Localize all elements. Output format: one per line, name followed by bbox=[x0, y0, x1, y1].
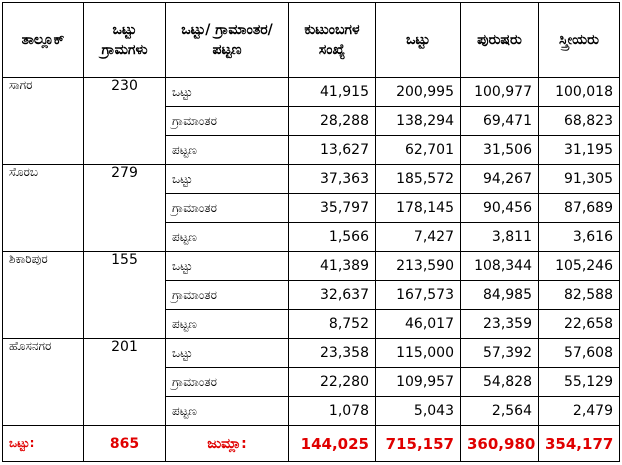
male-cell: 90,456 bbox=[461, 194, 539, 223]
area-type: ಒಟ್ಟು bbox=[166, 339, 289, 368]
female-cell: 57,608 bbox=[539, 339, 620, 368]
female-cell: 55,129 bbox=[539, 368, 620, 397]
population-total-cell: 138,294 bbox=[376, 107, 461, 136]
census-table bbox=[2, 2, 620, 462]
area-type: ಗ್ರಾಮಾಂತರ bbox=[166, 194, 289, 223]
area-type: ಒಟ್ಟು bbox=[166, 165, 289, 194]
male-cell: 54,828 bbox=[461, 368, 539, 397]
male-cell: 2,564 bbox=[461, 397, 539, 426]
area-type: ಪಟ್ಟಣ bbox=[166, 310, 289, 339]
male-cell: 84,985 bbox=[461, 281, 539, 310]
female-cell: 91,305 bbox=[539, 165, 620, 194]
grand-total-row bbox=[3, 426, 620, 462]
population-total-cell: 109,957 bbox=[376, 368, 461, 397]
population-total-cell: 115,000 bbox=[376, 339, 461, 368]
grand-total-male: 360,980 bbox=[461, 426, 539, 462]
taluk-name: ಶಿಕಾರಿಪುರ bbox=[3, 252, 84, 339]
area-type: ಗ್ರಾಮಾಂತರ bbox=[166, 281, 289, 310]
area-type: ಒಟ್ಟು bbox=[166, 78, 289, 107]
population-total-cell: 7,427 bbox=[376, 223, 461, 252]
table-row bbox=[3, 339, 620, 368]
population-total-cell: 46,017 bbox=[376, 310, 461, 339]
taluk-name: ಸಾಗರ bbox=[3, 78, 84, 165]
households-cell: 37,363 bbox=[289, 165, 376, 194]
header-villages: ಒಟ್ಟು ಗ್ರಾಮಗಳು bbox=[84, 3, 166, 78]
male-cell: 69,471 bbox=[461, 107, 539, 136]
area-type: ಗ್ರಾಮಾಂತರ bbox=[166, 368, 289, 397]
village-count: 279 bbox=[84, 165, 166, 252]
households-cell: 41,915 bbox=[289, 78, 376, 107]
male-cell: 57,392 bbox=[461, 339, 539, 368]
male-cell: 31,506 bbox=[461, 136, 539, 165]
population-total-cell: 5,043 bbox=[376, 397, 461, 426]
female-cell: 100,018 bbox=[539, 78, 620, 107]
header-taluk: ತಾಲ್ಲೂಕ್ bbox=[3, 3, 84, 78]
header-row bbox=[3, 3, 620, 78]
grand-total-label: ಒಟ್ಟು: bbox=[3, 426, 84, 462]
grand-total-female: 354,177 bbox=[539, 426, 620, 462]
grand-total-sum-label: ಜುಮ್ಲಾ: bbox=[166, 426, 289, 462]
male-cell: 100,977 bbox=[461, 78, 539, 107]
population-total-cell: 213,590 bbox=[376, 252, 461, 281]
population-total-cell: 167,573 bbox=[376, 281, 461, 310]
area-type: ಒಟ್ಟು bbox=[166, 252, 289, 281]
grand-total-villages: 865 bbox=[84, 426, 166, 462]
female-cell: 22,658 bbox=[539, 310, 620, 339]
area-type: ಪಟ್ಟಣ bbox=[166, 397, 289, 426]
header-area-type: ಒಟ್ಟು/ ಗ್ರಾಮಾಂತರ/ ಪಟ್ಟಣ bbox=[166, 3, 289, 78]
female-cell: 2,479 bbox=[539, 397, 620, 426]
female-cell: 87,689 bbox=[539, 194, 620, 223]
female-cell: 68,823 bbox=[539, 107, 620, 136]
male-cell: 3,811 bbox=[461, 223, 539, 252]
population-total-cell: 185,572 bbox=[376, 165, 461, 194]
table-row bbox=[3, 165, 620, 194]
table-row bbox=[3, 252, 620, 281]
header-female: ಸ್ತ್ರೀಯರು bbox=[539, 3, 620, 78]
area-type: ಪಟ್ಟಣ bbox=[166, 136, 289, 165]
village-count: 155 bbox=[84, 252, 166, 339]
header-total: ಒಟ್ಟು bbox=[376, 3, 461, 78]
households-cell: 23,358 bbox=[289, 339, 376, 368]
header-households: ಕುಟುಂಬಗಳ ಸಂಖ್ಯೆ bbox=[289, 3, 376, 78]
female-cell: 3,616 bbox=[539, 223, 620, 252]
households-cell: 22,280 bbox=[289, 368, 376, 397]
households-cell: 35,797 bbox=[289, 194, 376, 223]
households-cell: 1,566 bbox=[289, 223, 376, 252]
male-cell: 108,344 bbox=[461, 252, 539, 281]
taluk-name: ಸೊರಬ bbox=[3, 165, 84, 252]
area-type: ಪಟ್ಟಣ bbox=[166, 223, 289, 252]
grand-total-population: 715,157 bbox=[376, 426, 461, 462]
table-row bbox=[3, 78, 620, 107]
taluk-name: ಹೊಸನಗರ bbox=[3, 339, 84, 426]
population-total-cell: 62,701 bbox=[376, 136, 461, 165]
population-total-cell: 200,995 bbox=[376, 78, 461, 107]
population-total-cell: 178,145 bbox=[376, 194, 461, 223]
village-count: 230 bbox=[84, 78, 166, 165]
households-cell: 28,288 bbox=[289, 107, 376, 136]
households-cell: 13,627 bbox=[289, 136, 376, 165]
households-cell: 8,752 bbox=[289, 310, 376, 339]
households-cell: 32,637 bbox=[289, 281, 376, 310]
female-cell: 31,195 bbox=[539, 136, 620, 165]
area-type: ಗ್ರಾಮಾಂತರ bbox=[166, 107, 289, 136]
male-cell: 94,267 bbox=[461, 165, 539, 194]
village-count: 201 bbox=[84, 339, 166, 426]
female-cell: 105,246 bbox=[539, 252, 620, 281]
households-cell: 41,389 bbox=[289, 252, 376, 281]
households-cell: 1,078 bbox=[289, 397, 376, 426]
female-cell: 82,588 bbox=[539, 281, 620, 310]
grand-total-households: 144,025 bbox=[289, 426, 376, 462]
header-male: ಪುರುಷರು bbox=[461, 3, 539, 78]
male-cell: 23,359 bbox=[461, 310, 539, 339]
